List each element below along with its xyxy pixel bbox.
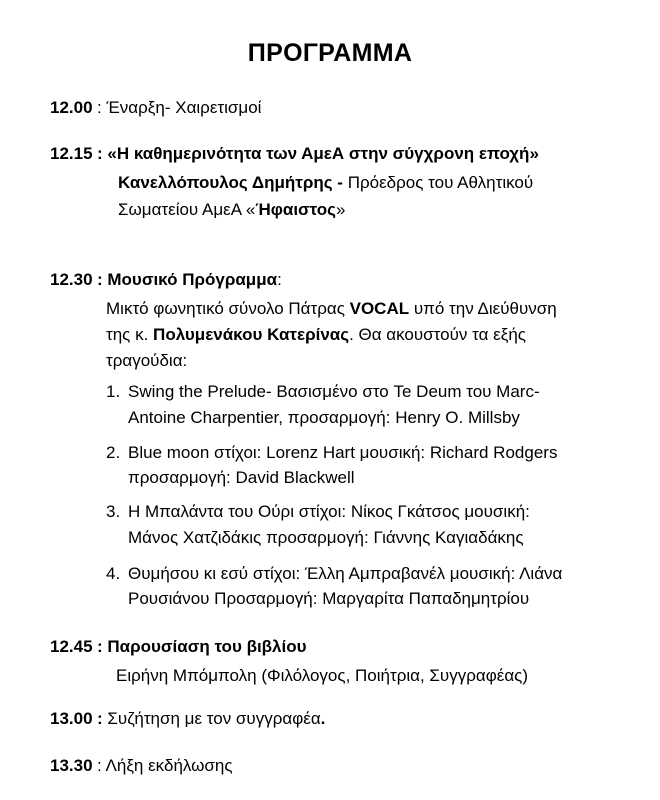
time-label: 13.30 [50,756,93,775]
item-text: : Λήξη εκδήλωσης [97,756,233,775]
description-line: της κ. Πολυμενάκου Κατερίνας. Θα ακουστούν τα εξής [106,325,526,344]
section-heading: : Μουσικό Πρόγραμμα: [97,270,282,289]
song-line: Ρουσιάνου Προσαρμογή: Μαργαρίτα Παπαδημητρίου [128,589,530,608]
song-number: 4. [106,564,121,583]
song-number: 2. [106,443,121,462]
section-heading: : Παρουσίαση του βιβλίου [97,637,307,656]
speaker-line: Σωματείου ΑμεΑ «Ήφαιστος» [118,200,346,219]
song-line: Swing the Prelude- Βασισμένο στο Te Deum του Marc- [128,382,540,401]
time-label: 12.00 [50,98,93,117]
description-line: τραγούδια: [106,351,188,370]
item-text: : Έναρξη- Χαιρετισμοί [97,98,262,117]
song-number: 1. [106,382,121,401]
time-label: 12.30 [50,270,93,289]
song-number: 3. [106,502,121,521]
description-line: Μικτό φωνητικό σύνολο Πάτρας VOCAL υπό την Διεύθυνση [106,299,557,318]
song-line: Η Μπαλάντα του Ούρι στίχοι: Νίκος Γκάτσος μουσική: [128,502,530,521]
time-label: 12.45 [50,637,93,656]
time-label: 12.15 [50,144,93,163]
speaker-line: Ειρήνη Μπόμπολη (Φιλόλογος, Ποιήτρια, Συγγραφέας) [116,666,529,685]
talk-title: : «Η καθημερινότητα των ΑμεΑ στην σύγχρονη εποχή» [97,144,539,163]
song-line: Μάνος Χατζιδάκις προσαρμογή: Γιάννης Καγιαδάκης [128,528,524,547]
song-line: Blue moon στίχοι: Lorenz Hart μουσική: Richard Rodgers [128,443,558,462]
song-line: Θυμήσου κι εσύ στίχοι: Έλλη Αμπραβανέλ μουσική: Λιάνα [128,564,563,583]
speaker-line: Κανελλόπουλος Δημήτρης - Πρόεδρος του Αθλητικού [118,173,534,192]
song-line: Antoine Charpentier, προσαρμογή: Henry O. Millsby [128,408,520,427]
song-line: προσαρμογή: David Blackwell [128,468,355,487]
item-text: : Συζήτηση με τον συγγραφέα. [97,709,326,728]
time-label: 13.00 [50,709,93,728]
page-title: ΠΡΟΓΡΑΜΜΑ [247,39,413,67]
